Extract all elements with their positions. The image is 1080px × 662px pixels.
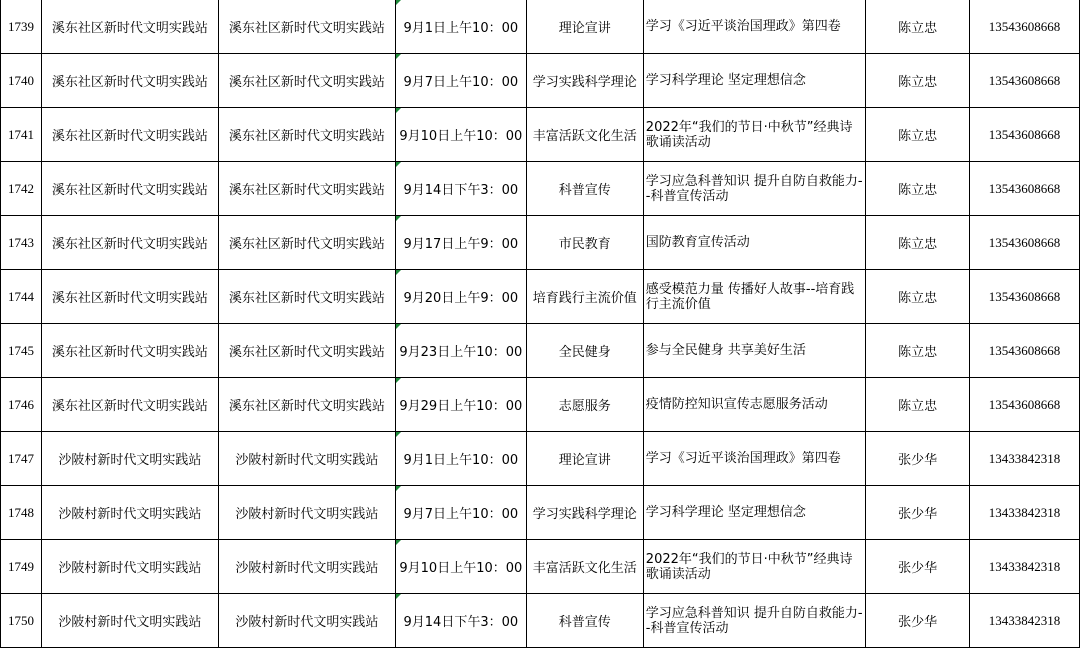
cell-content[interactable]: 参与全民健身 共享美好生活 bbox=[643, 324, 865, 378]
cell-phone[interactable]: 13543608668 bbox=[970, 378, 1080, 432]
table-row bbox=[1, 540, 1080, 594]
cell-phone[interactable]: 13543608668 bbox=[970, 270, 1080, 324]
cell-category[interactable]: 理论宣讲 bbox=[526, 0, 643, 54]
cell-organizer[interactable]: 沙陂村新时代文明实践站 bbox=[41, 486, 218, 540]
cell-number[interactable]: 1748 bbox=[1, 486, 42, 540]
table-row bbox=[1, 378, 1080, 432]
cell-time[interactable]: 9月7日上午10：00 bbox=[395, 54, 526, 108]
table-row bbox=[1, 486, 1080, 540]
cell-venue[interactable]: 溪东社区新时代文明实践站 bbox=[218, 108, 395, 162]
cell-venue[interactable]: 溪东社区新时代文明实践站 bbox=[218, 54, 395, 108]
cell-content[interactable]: 感受模范力量 传播好人故事--培育践行主流价值 bbox=[643, 270, 865, 324]
cell-phone[interactable]: 13433842318 bbox=[970, 486, 1080, 540]
cell-number[interactable]: 1741 bbox=[1, 108, 42, 162]
cell-contact[interactable]: 张少华 bbox=[866, 540, 970, 594]
cell-contact[interactable]: 陈立忠 bbox=[866, 162, 970, 216]
cell-category[interactable]: 全民健身 bbox=[526, 324, 643, 378]
cell-contact[interactable]: 陈立忠 bbox=[866, 54, 970, 108]
cell-organizer[interactable]: 溪东社区新时代文明实践站 bbox=[41, 108, 218, 162]
cell-content[interactable]: 学习《习近平谈治国理政》第四卷 bbox=[643, 0, 865, 54]
cell-number[interactable]: 1743 bbox=[1, 216, 42, 270]
cell-number[interactable]: 1747 bbox=[1, 432, 42, 486]
cell-venue[interactable]: 沙陂村新时代文明实践站 bbox=[218, 486, 395, 540]
cell-organizer[interactable]: 溪东社区新时代文明实践站 bbox=[41, 270, 218, 324]
cell-category[interactable]: 科普宣传 bbox=[526, 594, 643, 648]
cell-time[interactable]: 9月1日上午10：00 bbox=[395, 0, 526, 54]
cell-contact[interactable]: 陈立忠 bbox=[866, 216, 970, 270]
table-row bbox=[1, 432, 1080, 486]
table-row bbox=[1, 324, 1080, 378]
cell-content[interactable]: 疫情防控知识宣传志愿服务活动 bbox=[643, 378, 865, 432]
cell-time[interactable]: 9月20日上午9：00 bbox=[395, 270, 526, 324]
table-body bbox=[1, 0, 1080, 648]
cell-category[interactable]: 学习实践科学理论 bbox=[526, 486, 643, 540]
cell-contact[interactable]: 张少华 bbox=[866, 486, 970, 540]
cell-number[interactable]: 1745 bbox=[1, 324, 42, 378]
cell-phone[interactable]: 13543608668 bbox=[970, 162, 1080, 216]
cell-phone[interactable]: 13543608668 bbox=[970, 54, 1080, 108]
cell-content[interactable]: 学习科学理论 坚定理想信念 bbox=[643, 54, 865, 108]
table-row bbox=[1, 0, 1080, 54]
table-row bbox=[1, 216, 1080, 270]
cell-organizer[interactable]: 溪东社区新时代文明实践站 bbox=[41, 54, 218, 108]
cell-time[interactable]: 9月29日上午10：00 bbox=[395, 378, 526, 432]
cell-content[interactable]: 学习《习近平谈治国理政》第四卷 bbox=[643, 432, 865, 486]
cell-phone[interactable]: 13433842318 bbox=[970, 540, 1080, 594]
cell-content[interactable]: 学习科学理论 坚定理想信念 bbox=[643, 486, 865, 540]
cell-content[interactable]: 2022年“我们的节日·中秋节”经典诗歌诵读活动 bbox=[643, 108, 865, 162]
cell-time[interactable]: 9月14日下午3：00 bbox=[395, 162, 526, 216]
cell-contact[interactable]: 陈立忠 bbox=[866, 108, 970, 162]
cell-content[interactable]: 国防教育宣传活动 bbox=[643, 216, 865, 270]
cell-number[interactable]: 1740 bbox=[1, 54, 42, 108]
cell-contact[interactable]: 张少华 bbox=[866, 432, 970, 486]
cell-organizer[interactable]: 溪东社区新时代文明实践站 bbox=[41, 0, 218, 54]
cell-organizer[interactable]: 沙陂村新时代文明实践站 bbox=[41, 540, 218, 594]
cell-venue[interactable]: 沙陂村新时代文明实践站 bbox=[218, 432, 395, 486]
cell-category[interactable]: 学习实践科学理论 bbox=[526, 54, 643, 108]
cell-number[interactable]: 1744 bbox=[1, 270, 42, 324]
cell-contact[interactable]: 陈立忠 bbox=[866, 324, 970, 378]
cell-venue[interactable]: 溪东社区新时代文明实践站 bbox=[218, 324, 395, 378]
cell-number[interactable]: 1749 bbox=[1, 540, 42, 594]
cell-time[interactable]: 9月1日上午10：00 bbox=[395, 432, 526, 486]
cell-organizer[interactable]: 沙陂村新时代文明实践站 bbox=[41, 432, 218, 486]
cell-organizer[interactable]: 溪东社区新时代文明实践站 bbox=[41, 324, 218, 378]
cell-venue[interactable]: 溪东社区新时代文明实践站 bbox=[218, 0, 395, 54]
table-row bbox=[1, 108, 1080, 162]
cell-contact[interactable]: 陈立忠 bbox=[866, 378, 970, 432]
cell-time[interactable]: 9月23日上午10：00 bbox=[395, 324, 526, 378]
cell-time[interactable]: 9月14日下午3：00 bbox=[395, 594, 526, 648]
cell-category[interactable]: 丰富活跃文化生活 bbox=[526, 108, 643, 162]
cell-phone[interactable]: 13543608668 bbox=[970, 324, 1080, 378]
cell-content[interactable]: 学习应急科普知识 提升自防自救能力--科普宣传活动 bbox=[643, 594, 865, 648]
cell-time[interactable]: 9月7日上午10：00 bbox=[395, 486, 526, 540]
cell-organizer[interactable]: 溪东社区新时代文明实践站 bbox=[41, 216, 218, 270]
cell-venue[interactable]: 溪东社区新时代文明实践站 bbox=[218, 270, 395, 324]
cell-venue[interactable]: 溪东社区新时代文明实践站 bbox=[218, 216, 395, 270]
table-row bbox=[1, 270, 1080, 324]
cell-organizer[interactable]: 溪东社区新时代文明实践站 bbox=[41, 162, 218, 216]
cell-category[interactable]: 丰富活跃文化生活 bbox=[526, 540, 643, 594]
cell-number[interactable]: 1746 bbox=[1, 378, 42, 432]
cell-venue[interactable]: 沙陂村新时代文明实践站 bbox=[218, 594, 395, 648]
cell-number[interactable]: 1739 bbox=[1, 0, 42, 54]
cell-time[interactable]: 9月10日上午10：00 bbox=[395, 108, 526, 162]
cell-time[interactable]: 9月10日上午10：00 bbox=[395, 540, 526, 594]
cell-phone[interactable]: 13543608668 bbox=[970, 108, 1080, 162]
cell-organizer[interactable]: 溪东社区新时代文明实践站 bbox=[41, 378, 218, 432]
table-row bbox=[1, 54, 1080, 108]
cell-category[interactable]: 志愿服务 bbox=[526, 378, 643, 432]
cell-category[interactable]: 理论宣讲 bbox=[526, 432, 643, 486]
cell-phone[interactable]: 13433842318 bbox=[970, 432, 1080, 486]
cell-content[interactable]: 学习应急科普知识 提升自防自救能力--科普宣传活动 bbox=[643, 162, 865, 216]
cell-category[interactable]: 培育践行主流价值 bbox=[526, 270, 643, 324]
cell-contact[interactable]: 陈立忠 bbox=[866, 0, 970, 54]
cell-venue[interactable]: 沙陂村新时代文明实践站 bbox=[218, 540, 395, 594]
cell-venue[interactable]: 溪东社区新时代文明实践站 bbox=[218, 378, 395, 432]
table-row bbox=[1, 594, 1080, 648]
cell-contact[interactable]: 张少华 bbox=[866, 594, 970, 648]
cell-number[interactable]: 1742 bbox=[1, 162, 42, 216]
cell-number[interactable]: 1750 bbox=[1, 594, 42, 648]
table-row bbox=[1, 162, 1080, 216]
cell-content[interactable]: 2022年“我们的节日·中秋节”经典诗歌诵读活动 bbox=[643, 540, 865, 594]
cell-phone[interactable]: 13543608668 bbox=[970, 216, 1080, 270]
cell-contact[interactable]: 陈立忠 bbox=[866, 270, 970, 324]
cell-category[interactable]: 科普宣传 bbox=[526, 162, 643, 216]
cell-venue[interactable]: 溪东社区新时代文明实践站 bbox=[218, 162, 395, 216]
cell-organizer[interactable]: 沙陂村新时代文明实践站 bbox=[41, 594, 218, 648]
cell-phone[interactable]: 13543608668 bbox=[970, 0, 1080, 54]
cell-category[interactable]: 市民教育 bbox=[526, 216, 643, 270]
cell-phone[interactable]: 13433842318 bbox=[970, 594, 1080, 648]
cell-time[interactable]: 9月17日上午9：00 bbox=[395, 216, 526, 270]
